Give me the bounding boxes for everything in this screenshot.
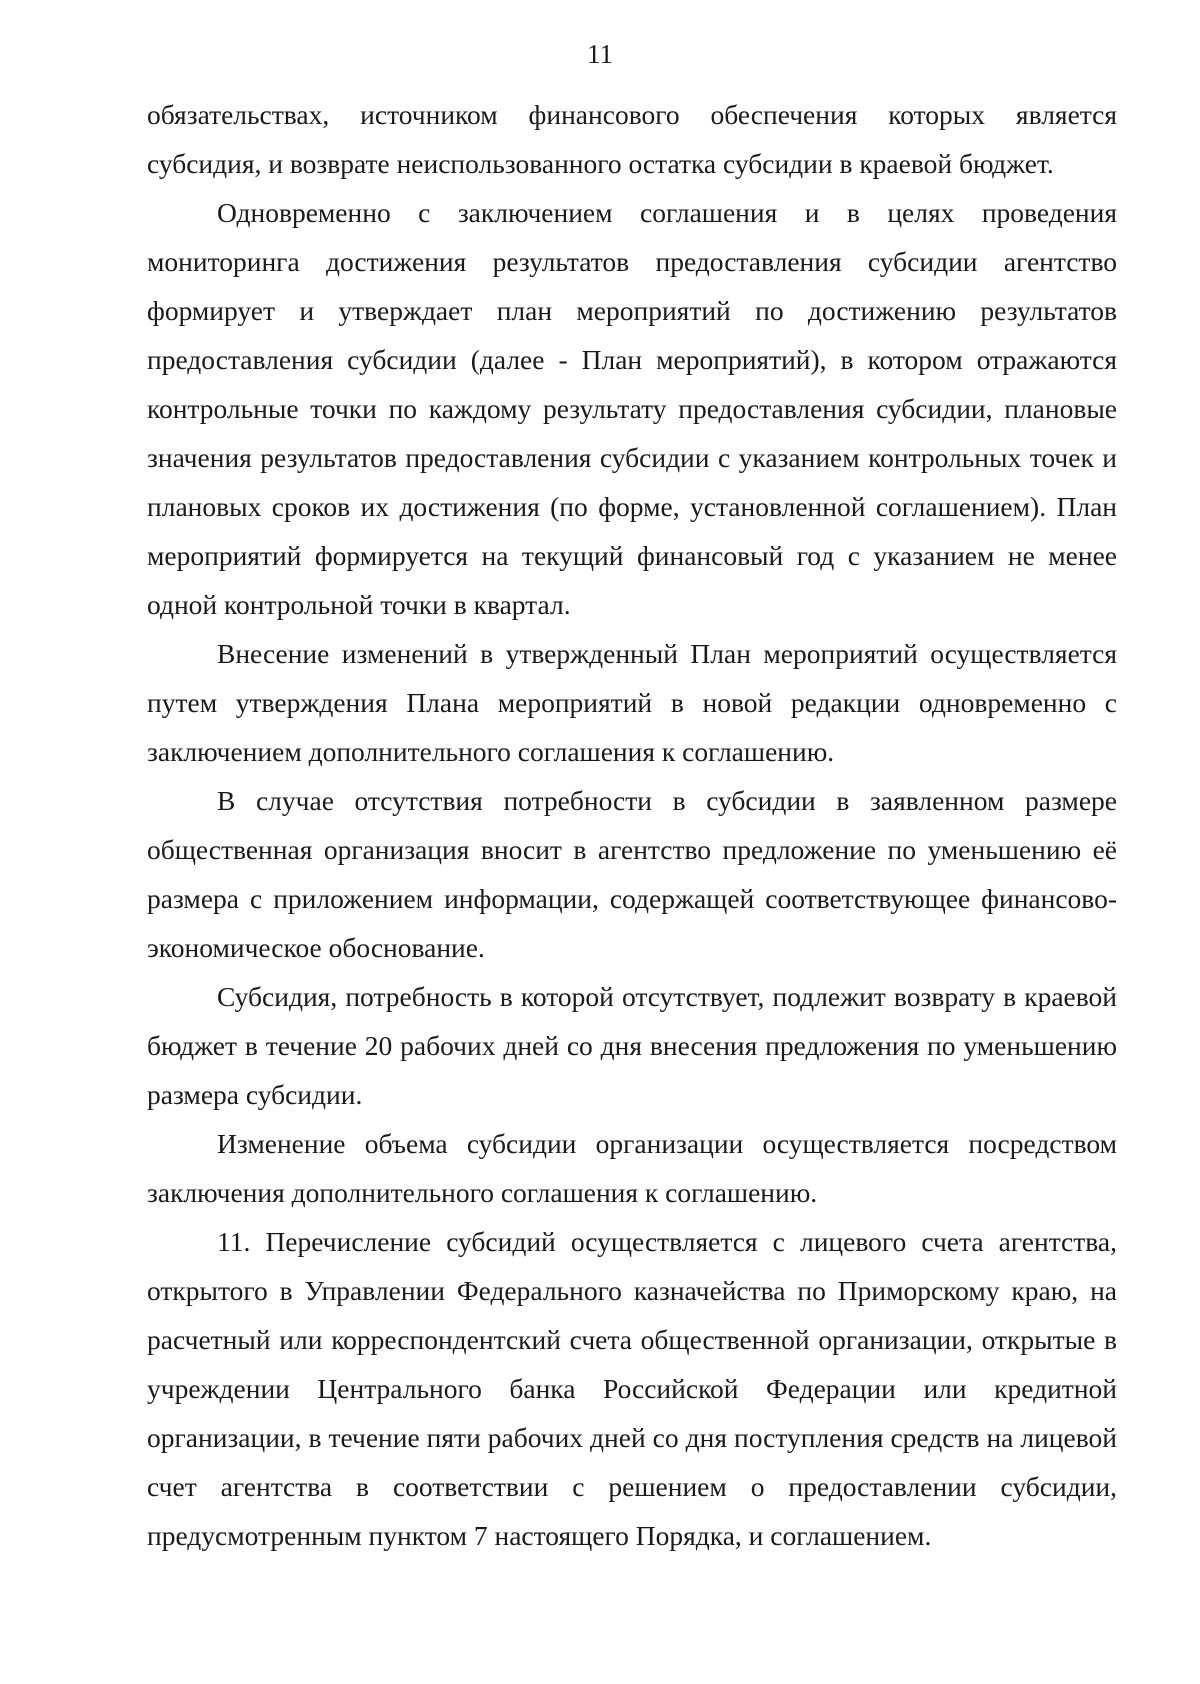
paragraph-plan-changes: Внесение изменений в утвержденный План мероприятий осуществляется путем утверждения Плана мероприятий в новой редакции одновременно с заключением дополнительного соглашения к соглашению. <box>147 638 1117 767</box>
paragraph-monitoring-plan: Одновременно с заключением соглашения и в целях проведения мониторинга достижения результатов предоставления субсидии агентство формирует и утверждает план мероприятий по достижению результатов предоставления субсидии (далее - План мероприятий), в котором отражаются контрольные точки по каждому результату предоставления субсидии, плановые значения результатов предоставления субсидии с указанием контрольных точек и плановых сроков их достижения (по форме, установленной соглашением). План мероприятий формируется на текущий финансовый год с указанием не менее одной контрольной точки в квартал. <box>147 197 1117 620</box>
document-body <box>147 90 1117 1560</box>
page-number: 11 <box>587 39 613 69</box>
paragraph-item-11-transfer: 11. Перечисление субсидий осуществляется с лицевого счета агентства, открытого в Управлении Федерального казначейства по Приморскому краю, на расчетный или корреспондентский счета общественной организации, открытые в учреждении Центрального банка Российской Федерации или кредитной организации, в течение пяти рабочих дней со дня поступления средств на лицевой счет агентства в соответствии с решением о предоставлении субсидии, предусмотренным пунктом 7 настоящего Порядка, и соглашением. <box>147 1226 1117 1551</box>
paragraph-no-need: В случае отсутствия потребности в субсидии в заявленном размере общественная организация вносит в агентство предложение по уменьшению её размера с приложением информации, содержащей соответствующее финансово-экономическое обоснование. <box>147 785 1117 963</box>
paragraph-return-subsidy: Субсидия, потребность в которой отсутствует, подлежит возврату в краевой бюджет в течение 20 рабочих дней со дня внесения предложения по уменьшению размера субсидии. <box>147 981 1117 1110</box>
paragraph-volume-change: Изменение объема субсидии организации осуществляется посредством заключения дополнительного соглашения к соглашению. <box>147 1128 1117 1208</box>
paragraph-continuation: обязательствах, источником финансового обеспечения которых является субсидия, и возврате неиспользованного остатка субсидии в краевой бюджет. <box>147 99 1117 179</box>
